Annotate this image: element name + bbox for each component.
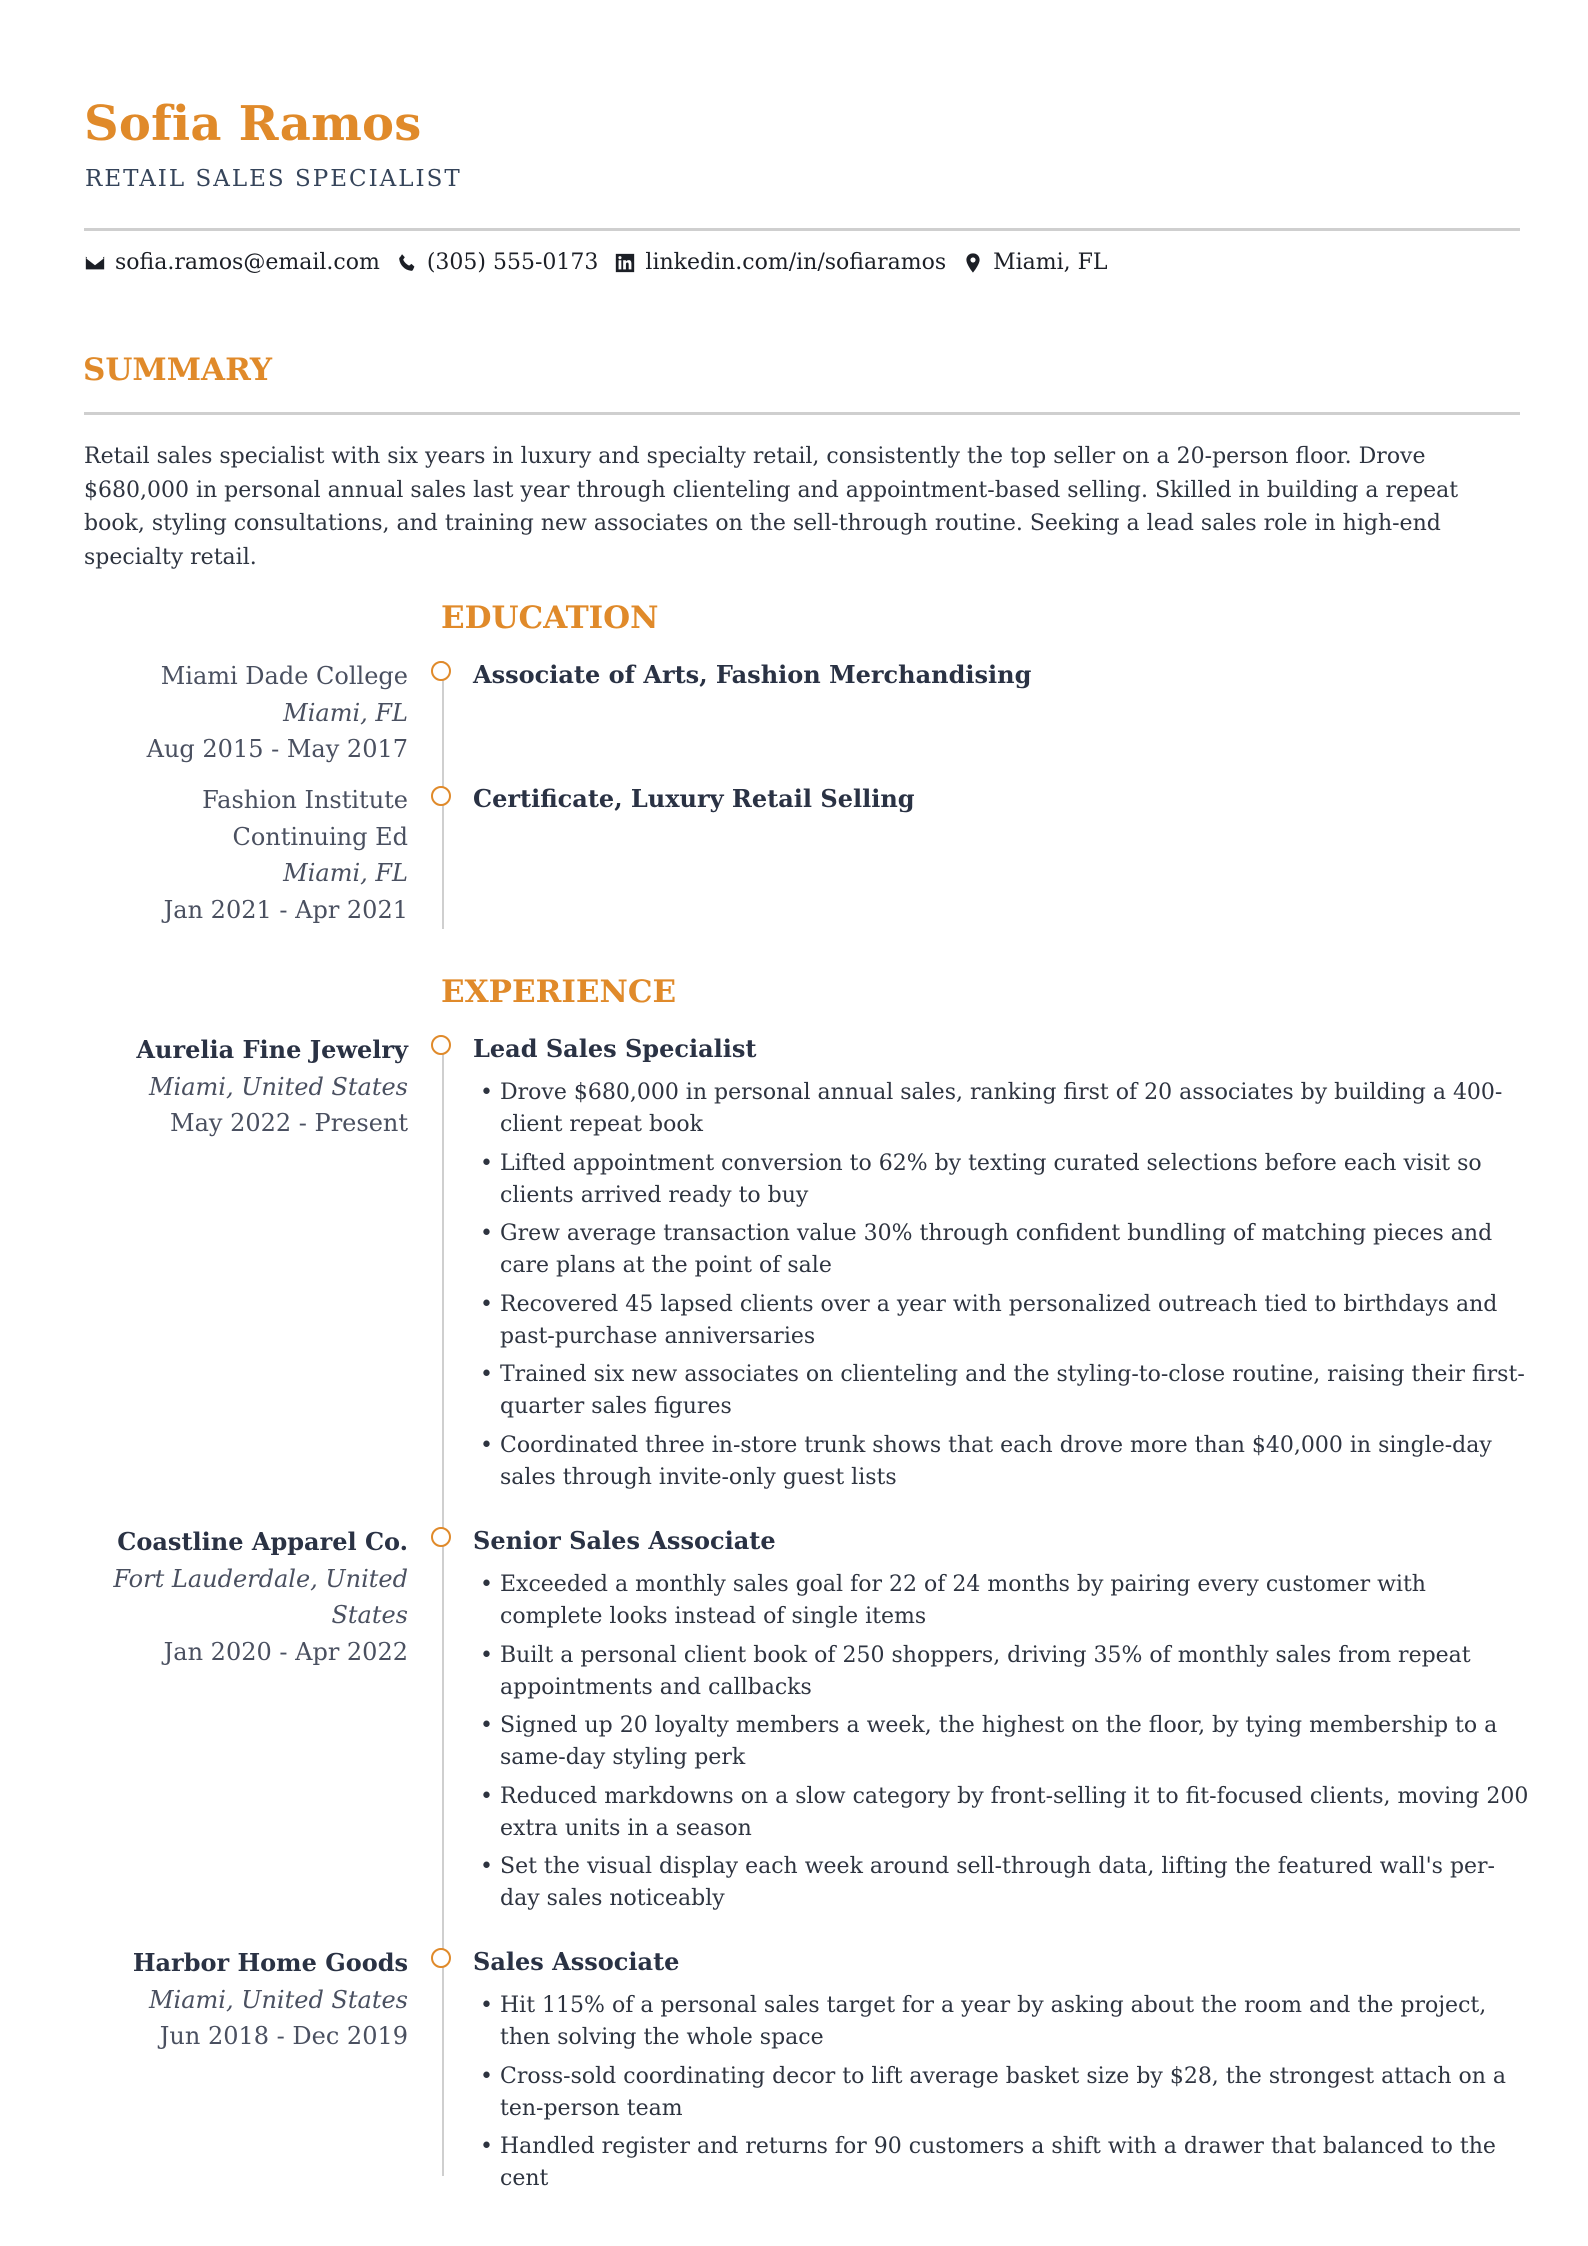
email-text: sofia.ramos@email.com [115,250,380,275]
header-divider [84,228,1520,231]
education-heading: EDUCATION [441,600,659,636]
school-dates: Jan 2021 - Apr 2021 [163,895,408,924]
job-1-meta [136,1032,408,1142]
contact-email[interactable] [84,250,380,275]
bullet-item: • Cross-sold coordinating decor to lift average basket size by $28, the strongest attach on a ten-person team [480,2061,1530,2125]
summary-divider [84,412,1520,415]
school-name-line1: Fashion Institute [202,786,408,814]
company-name: Harbor Home Goods [132,1948,408,1977]
bullet-item: • Hit 115% of a personal sales target for a year by asking about the room and the project, then solving the whole space [480,1990,1530,2054]
job-location-line1: Fort Lauderdale, United [113,1564,408,1593]
school-location: Miami, FL [283,698,408,727]
job-location: Miami, United States [148,1072,408,1101]
school-dates: Aug 2015 - May 2017 [146,735,408,763]
education-entry-1-meta [147,658,408,768]
school-location: Miami, FL [283,859,408,887]
summary-text: Retail sales specialist with six years in luxury and specialty retail, consistently the top seller on a 20-person floor. Drove $680,000 in personal annual sales last year through clienteling and appointment-based selling. Skilled in building a repeat book, styling consultations, and training new associates on the sell-through routine. Seeking a lead sales role in high-end specialty retail. [84,444,1459,570]
job-title: Senior Sales Associate [473,1526,776,1555]
school-name: Miami Dade College [160,662,408,690]
experience-heading: EXPERIENCE [441,974,677,1010]
bullet-item: • Grew average transaction value 30% through confident bundling of matching pieces and care plans at the point of sale [480,1218,1530,1282]
timeline-dot [431,786,451,806]
bullet-item: • Drove $680,000 in personal annual sales, ranking first of 20 associates by building a 400-client repeat book [480,1077,1530,1141]
degree-title: Associate of Arts, Fashion Merchandising [473,660,1032,689]
timeline-dot [431,1035,451,1055]
linkedin-text: linkedin.com/in/sofiaramos [645,250,947,275]
job-location: Miami, United States [148,1985,408,2014]
phone-text: (305) 555-0173 [426,250,599,275]
envelope-icon [84,252,106,274]
bullet-item: • Exceeded a monthly sales goal for 22 of 24 months by pairing every customer with complete looks instead of single items [480,1569,1530,1633]
job-dates: Jan 2020 - Apr 2022 [163,1637,408,1666]
job-2-bullets [480,1569,1530,1922]
summary-heading: SUMMARY [83,352,273,388]
job-title: Lead Sales Specialist [473,1034,757,1063]
candidate-name: Sofia Ramos [84,96,422,152]
contact-linkedin[interactable] [614,250,946,275]
contact-location [962,250,1107,275]
timeline-dot [431,1527,451,1547]
company-name: Aurelia Fine Jewelry [136,1035,408,1064]
timeline-dot [431,1948,451,1968]
experience-timeline [442,1036,444,2176]
bullet-item: • Recovered 45 lapsed clients over a year with personalized outreach tied to birthdays and past-purchase anniversaries [480,1289,1530,1353]
job-1-bullets [480,1077,1530,1500]
linkedin-icon [614,252,636,274]
job-3-bullets [480,1990,1530,2202]
bullet-item: • Built a personal client book of 250 shoppers, driving 35% of monthly sales from repeat appointments and callbacks [480,1640,1530,1704]
location-text: Miami, FL [993,250,1108,275]
degree-title: Certificate, Luxury Retail Selling [473,784,915,813]
bullet-item: • Coordinated three in-store trunk shows that each drove more than $40,000 in single-day sales through invite-only guest lists [480,1430,1530,1494]
job-location-line2: States [331,1601,408,1629]
timeline-dot [431,661,451,681]
bullet-item: • Handled register and returns for 90 customers a shift with a drawer that balanced to the cent [480,2131,1530,2195]
job-3-meta [133,1945,408,2055]
bullet-item: • Set the visual display each week around sell-through data, lifting the featured wall's per-day sales noticeably [480,1851,1530,1915]
bullet-item: • Lifted appointment conversion to 62% by texting curated selections before each visit so clients arrived ready to buy [480,1148,1530,1212]
contact-bar [84,250,1124,275]
bullet-item: • Signed up 20 loyalty members a week, the highest on the floor, by tying membership to a same-day styling perk [480,1710,1530,1774]
contact-phone[interactable] [396,250,599,275]
map-pin-icon [962,252,984,274]
job-2-meta [113,1524,408,1670]
company-name: Coastline Apparel Co. [117,1527,408,1556]
job-dates: May 2022 - Present [170,1109,408,1137]
school-name-line2: Continuing Ed [232,822,408,851]
bullet-item: • Reduced markdowns on a slow category by front-selling it to fit-focused clients, moving 200 extra units in a season [480,1781,1530,1845]
phone-icon [396,252,418,274]
candidate-headline: RETAIL SALES SPECIALIST [85,166,462,192]
bullet-item: • Trained six new associates on clienteling and the styling-to-close routine, raising their first-quarter sales figures [480,1359,1530,1423]
job-title: Sales Associate [473,1947,680,1976]
job-dates: Jun 2018 - Dec 2019 [159,2022,408,2050]
education-entry-2-meta [164,782,408,928]
